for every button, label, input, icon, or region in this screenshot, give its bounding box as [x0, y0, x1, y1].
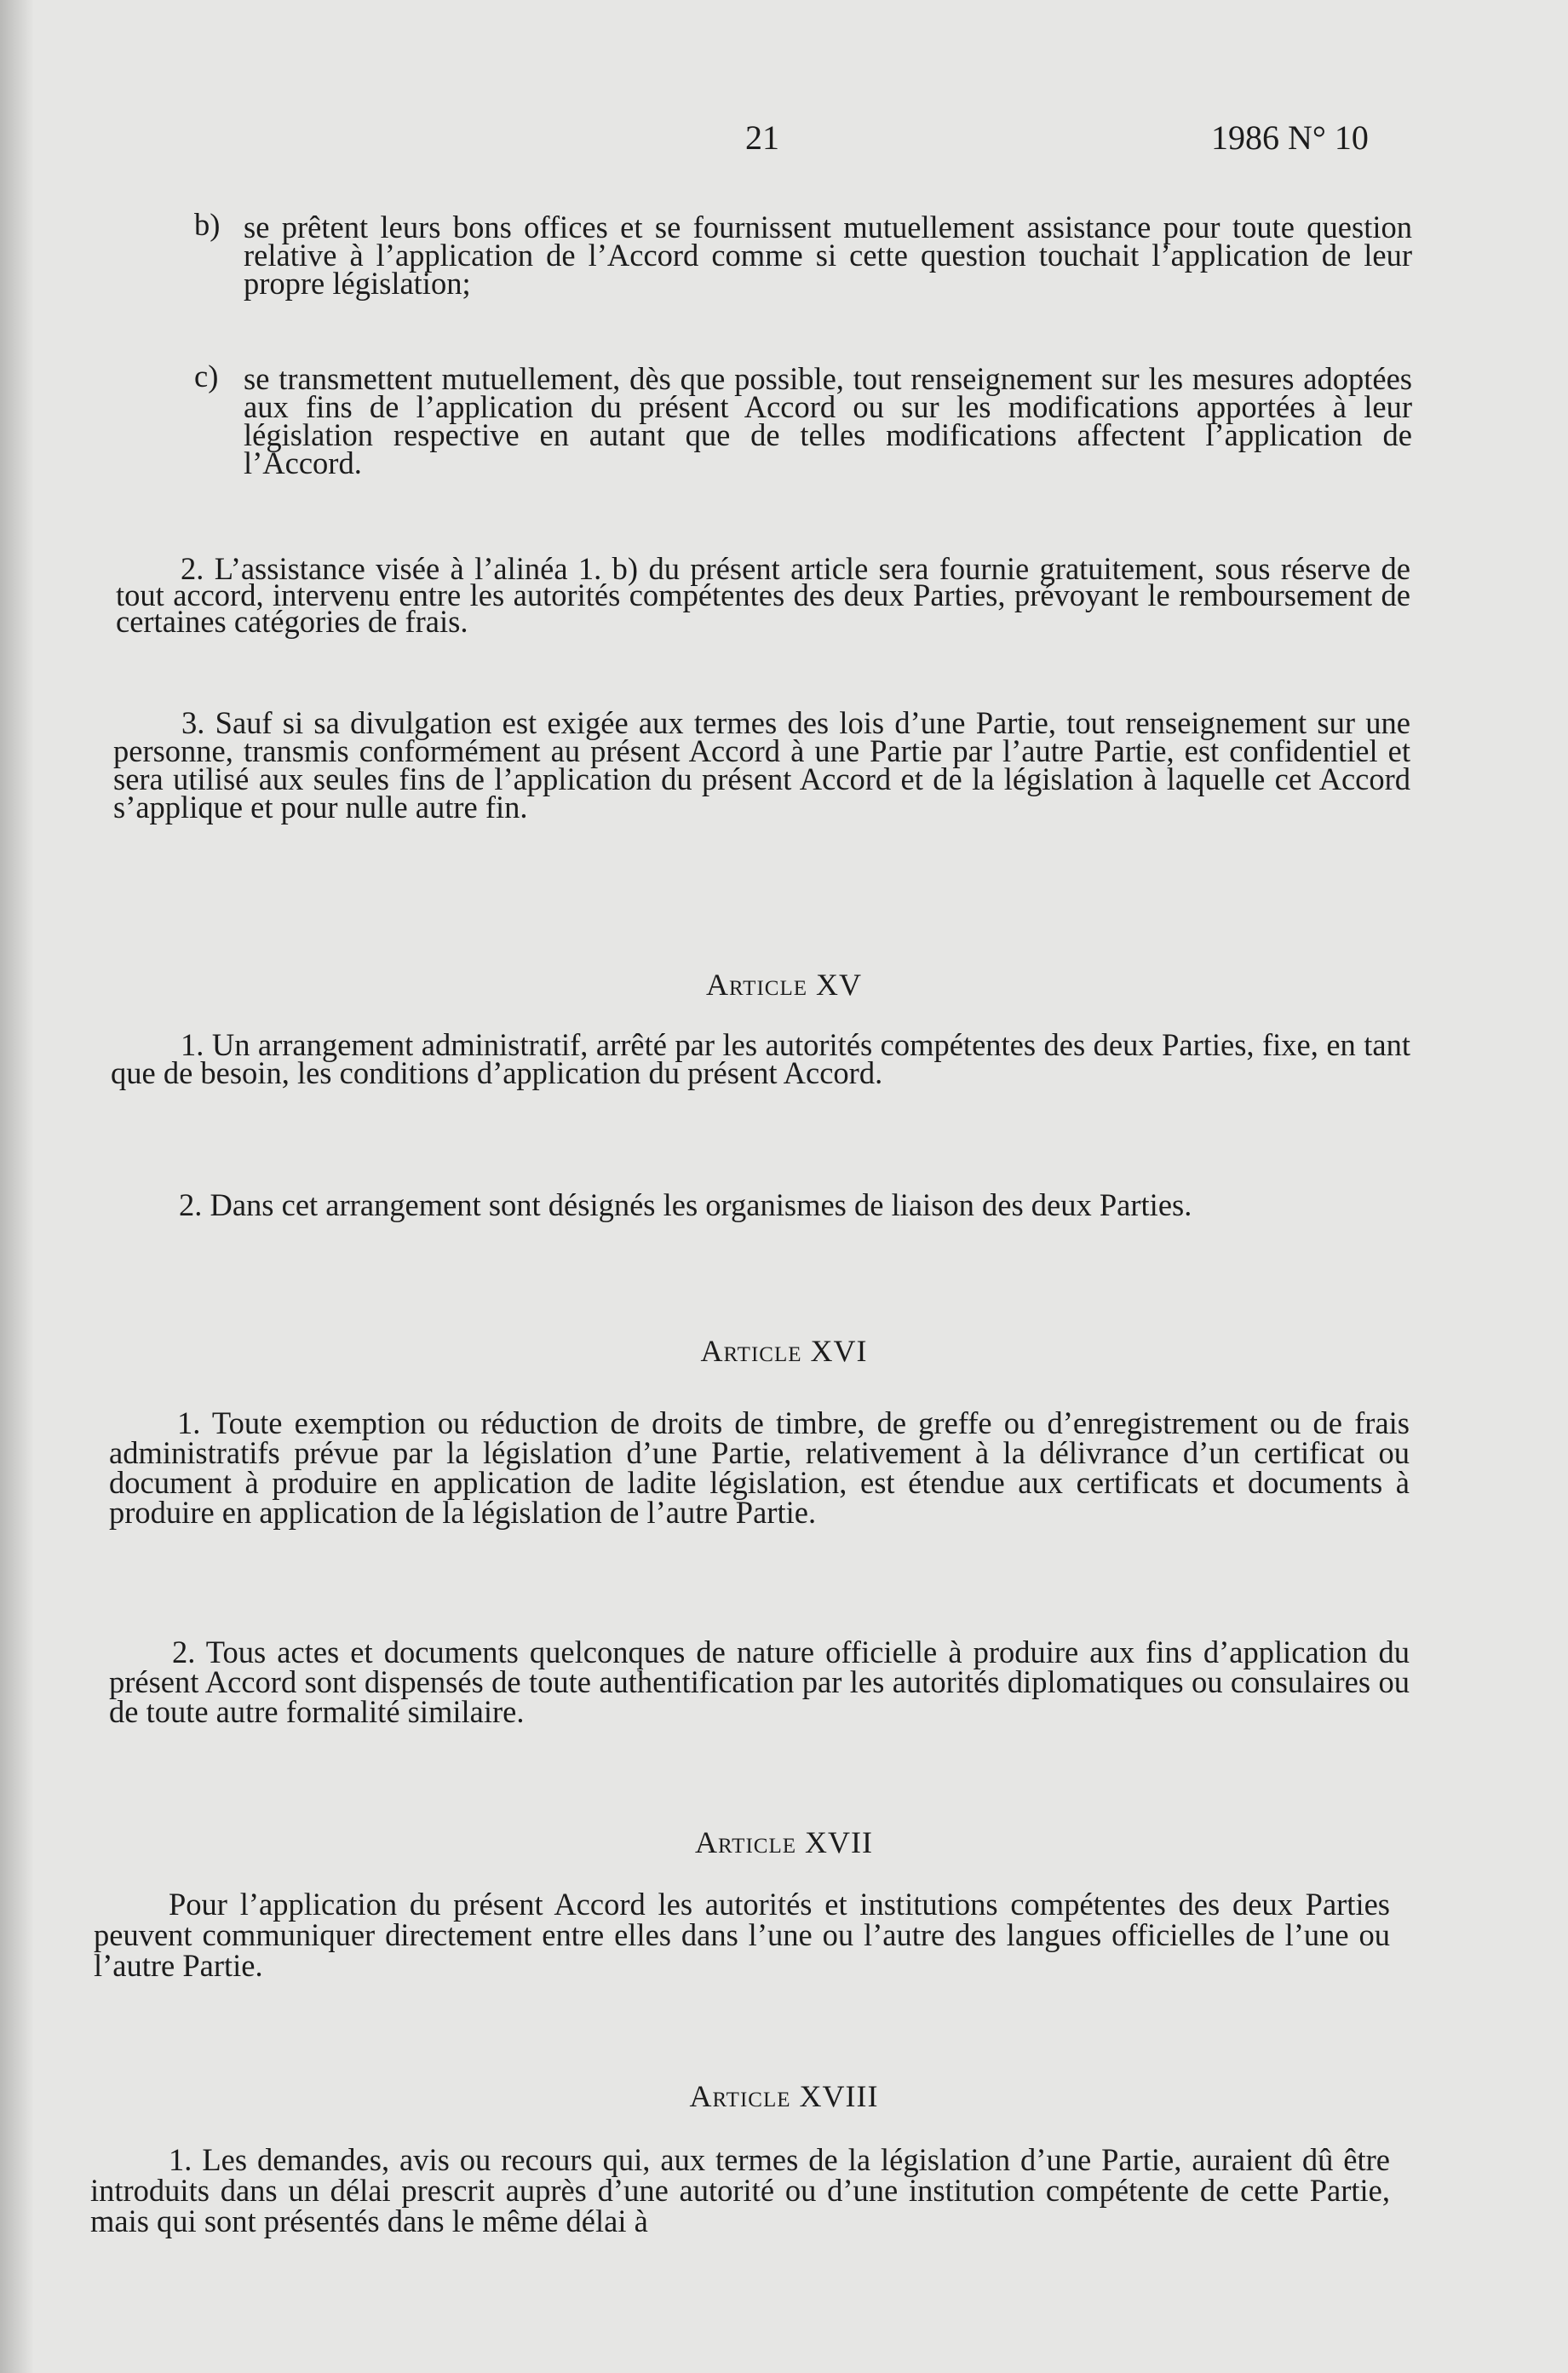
article-xvi-paragraph-2: 2. Tous actes et documents quelconques de nature officielle à produire aux fins d’application du présent Accord sont dispensés de toute authentification par les autorités diplomatiques ou consulaires ou de toute autre formalité similaire. — [109, 1635, 1410, 1729]
article-xvi-heading: Article XVI — [700, 1334, 868, 1368]
list-item-c — [194, 359, 1412, 526]
article-xviii-paragraph-1: 1. Les demandes, avis ou recours qui, aux termes de la législation d’une Partie, auraient dû être introduits dans un délai prescrit auprès d’une autorité ou d’une institution compétente de cette Partie, mais qui sont présentés dans le même délai à — [90, 2142, 1390, 2238]
article-xvii-paragraph-1: Pour l’application du présent Accord les autorités et institutions compétentes des deux Parties peuvent communiquer directement entre elles dans l’une ou l’autre des langues officielles de l’une ou l’autre Partie. — [94, 1887, 1390, 1983]
list-item-b — [194, 207, 1412, 341]
list-item-text: se transmettent mutuellement, dès que possible, tout renseignement sur les mesures adoptées aux fins de l’application du présent Accord ou sur les modifications apportées à leur législation respective en autant que de telles modifications affectent l’application de l’Accord. — [244, 361, 1412, 480]
page-binding-shadow — [0, 0, 34, 2373]
article-xvii-heading: Article XVII — [695, 1825, 873, 1859]
paragraph-2: 2. L’assistance visée à l’alinéa 1. b) du présent article sera fournie gratuitement, sous réserve de tout accord, intervenu entre les autorités compétentes des deux Parties, prévoyant le remboursement de certaines catégories de frais. — [116, 551, 1410, 639]
article-xv-paragraph-2: 2. Dans cet arrangement sont désignés les organismes de liaison des deux Parties. — [179, 1187, 1192, 1222]
paragraph-3: 3. Sauf si sa divulgation est exigée aux termes des lois d’une Partie, tout renseignement sur une personne, transmis conformément au présent Accord à une Partie par l’autre Partie, est confidentiel et sera utilisé aux seules fins de l’application du présent Accord et de la législation à laquelle cet Accord s’applique et pour nulle autre fin. — [113, 705, 1410, 825]
list-item-text: se prêtent leurs bons offices et se fournissent mutuellement assistance pour toute question relative à l’application de l’Accord comme si cette question touchait l’application de leur propre législation; — [244, 210, 1412, 301]
page-number: 21 — [745, 118, 779, 157]
document-number: 1986 N° 10 — [1211, 118, 1369, 157]
article-xv-heading: Article XV — [706, 968, 862, 1002]
article-xviii-heading: Article XVIII — [689, 2079, 879, 2113]
list-item-label: b) — [194, 207, 221, 242]
article-xv-paragraph-1: 1. Un arrangement administratif, arrêté par les autorités compétentes des deux Parties, fixe, en tant que de besoin, les conditions d’application du présent Accord. — [111, 1027, 1410, 1090]
article-xvi-paragraph-1: 1. Toute exemption ou réduction de droits de timbre, de greffe ou d’enregistrement ou de frais administratifs prévue par la législation d’une Partie, relativement à la délivrance d’un certificat ou document à produire en application de ladite législation, est étendue aux certificats et documents à produire en application de la législation de l’autre Partie. — [109, 1405, 1410, 1530]
list-item-label: c) — [194, 359, 219, 394]
